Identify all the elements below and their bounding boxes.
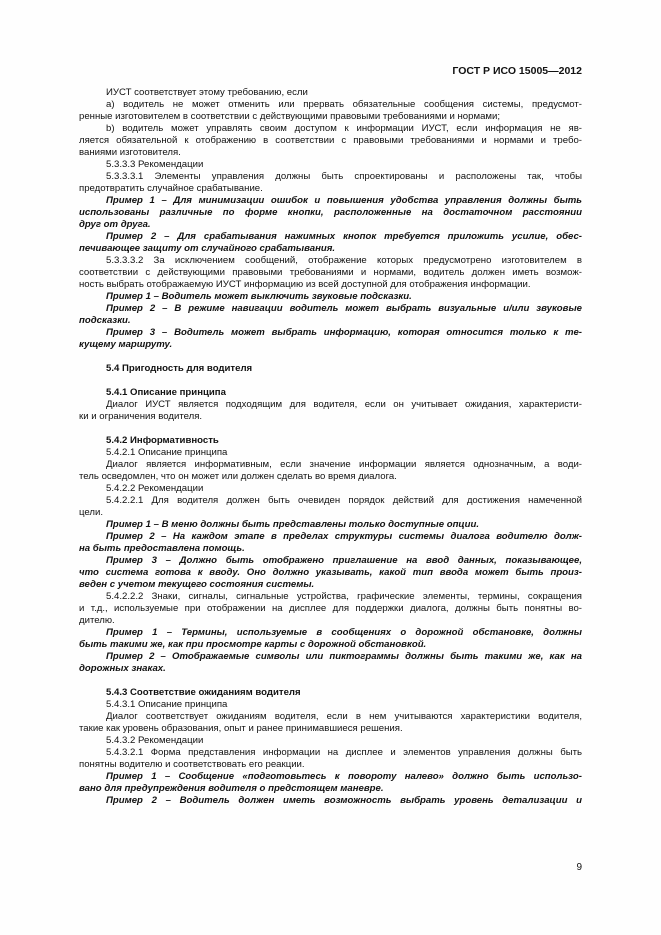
body-text-line: 5.4.2.2.1 Для водителя должен быть очевиден порядок действий для достижения намеченной xyxy=(106,495,582,506)
body-text-line: предотвратить случайное срабатывание. xyxy=(79,183,263,194)
section-heading: 5.4.3 Соответствие ожиданиям водителя xyxy=(106,687,301,698)
example-text-line: Пример 1 – В меню должны быть представлены только доступные опции. xyxy=(106,519,480,530)
example-text-line: быть такими же, как при просмотре карты с дорожной обстановкой. xyxy=(79,639,427,650)
example-text-line: Пример 1 – Для минимизации ошибок и повышения удобства управления должны быть xyxy=(106,195,582,206)
body-text-line: ИУСТ соответствует этому требованию, если xyxy=(106,87,308,98)
body-text-line: b) водитель может управлять своим доступом к информации ИУСТ, если информация не яв- xyxy=(106,123,582,134)
body-text-line: ваниями изготовителя. xyxy=(79,147,181,158)
body-text-line: 5.3.3.3.1 Элементы управления должны быть спроектированы и расположены так, чтобы xyxy=(106,171,582,182)
paragraph-gap xyxy=(79,351,582,363)
body-text-line: цели. xyxy=(79,507,104,518)
example-text-line: кущему маршруту. xyxy=(79,339,173,350)
paragraph-gap xyxy=(79,375,582,387)
example-text-line: Пример 3 – Водитель может выбрать информацию, которая относится только к те- xyxy=(106,327,582,338)
page-number: 9 xyxy=(576,862,582,873)
body-text-line: 5.4.2.2.2 Знаки, сигналы, сигнальные устройства, графические элементы, термины, сокращения xyxy=(106,591,582,602)
body-text-line: 5.4.3.2 Рекомендации xyxy=(106,735,204,746)
body-text-line: Диалог соответствует ожиданиям водителя, если в нем учитываются характеристики водителя, xyxy=(106,711,582,722)
body-text-line: a) водитель не может отменить или прервать обязательные сообщения системы, предусмот- xyxy=(106,99,582,110)
example-text-line: на быть предоставлена помощь. xyxy=(79,543,245,554)
body-text-line: такие как уровень образования, опыт и ранее принимавшиеся решения. xyxy=(79,723,403,734)
section-heading: 5.4.1 Описание принципа xyxy=(106,387,226,398)
body-text-line: дителю. xyxy=(79,615,115,626)
paragraph-gap xyxy=(79,423,582,435)
example-text-line: что система готова к вводу. Оно должно указывать, какой тип ввода может быть произ- xyxy=(79,567,582,578)
body-text-line: ренные изготовителем в соответствии с действующими правовыми требованиями и нормами; xyxy=(79,111,501,122)
example-text-line: подсказки. xyxy=(79,315,131,326)
document-body xyxy=(79,87,582,807)
body-text-line: 5.4.2.2 Рекомендации xyxy=(106,483,204,494)
body-text-line: соответствии с действующими правовыми требованиями и нормами, водитель должен иметь возмож- xyxy=(79,267,582,278)
body-text-line: 5.4.2.1 Описание принципа xyxy=(106,447,228,458)
example-text-line: Пример 2 – На каждом этапе в пределах структуры системы диалога водителю долж- xyxy=(106,531,582,542)
example-text-line: Пример 2 – Отображаемые символы или пиктограммы должны быть такими же, как на xyxy=(106,651,582,662)
example-text-line: печивающее защиту от случайного срабатывания. xyxy=(79,243,336,254)
body-text-line: Диалог является информативным, если значение информации является однозначным, а води- xyxy=(106,459,582,470)
body-text-line: понятны водителю и соответствовать его реакции. xyxy=(79,759,305,770)
example-text-line: Пример 1 – Термины, используемые в сообщениях о дорожной обстановке, должны xyxy=(106,627,582,638)
body-text-line: и т.д., используемые при отображении на дисплее для поддержки диалога, должны быть понятны во- xyxy=(79,603,582,614)
example-text-line: Пример 2 – Водитель должен иметь возможность выбрать уровень детализации и xyxy=(106,795,582,806)
paragraph-gap xyxy=(79,675,582,687)
body-text-line: Диалог ИУСТ является подходящим для водителя, если он учитывает ожидания, характеристи- xyxy=(106,399,582,410)
body-text-line: 5.4.3.1 Описание принципа xyxy=(106,699,228,710)
example-text-line: Пример 3 – Должно быть отображено приглашение на ввод данных, показывающее, xyxy=(106,555,582,566)
body-text-line: ки и ограничения водителя. xyxy=(79,411,203,422)
example-text-line: веден с учетом текущего состояния системы. xyxy=(79,579,315,590)
example-text-line: использованы различные по форме кнопки, расположенные на достаточном расстоянии xyxy=(79,207,582,218)
body-text-line: 5.4.3.2.1 Форма представления информации на дисплее и элементов управления должны быть xyxy=(106,747,582,758)
example-text-line: друг от друга. xyxy=(79,219,151,230)
body-text-line: тель осведомлен, что он может или должен сделать во время диалога. xyxy=(79,471,397,482)
example-text-line: Пример 2 – Для срабатывания нажимных кнопок требуется приложить усилие, обес- xyxy=(106,231,582,242)
body-text-line: 5.3.3.3 Рекомендации xyxy=(106,159,204,170)
document-header-id: ГОСТ Р ИСО 15005—2012 xyxy=(452,65,582,77)
body-text-line: 5.3.3.3.2 За исключением сообщений, отображение которых предусмотрено изготовителем в xyxy=(106,255,582,266)
example-text-line: дорожных знаках. xyxy=(79,663,166,674)
section-heading: 5.4 Пригодность для водителя xyxy=(106,363,253,374)
example-text-line: Пример 1 – Водитель может выключить звуковые подсказки. xyxy=(106,291,412,302)
body-text-line: ность выбрать отображаемую ИУСТ информацию из всей доступной для отображения информации. xyxy=(79,279,531,290)
body-text-line: ляется обязательной к отображению в соответствии с правовыми требованиями и нормами и требо- xyxy=(79,135,582,146)
section-heading: 5.4.2 Информативность xyxy=(106,435,219,446)
example-text-line: Пример 2 – В режиме навигации водитель может выбрать визуальные и/или звуковые xyxy=(106,303,582,314)
example-text-line: вано для предупреждения водителя о предстоящем маневре. xyxy=(79,783,384,794)
example-text-line: Пример 1 – Сообщение «подготовьтесь к повороту налево» должно быть использо- xyxy=(106,771,582,782)
